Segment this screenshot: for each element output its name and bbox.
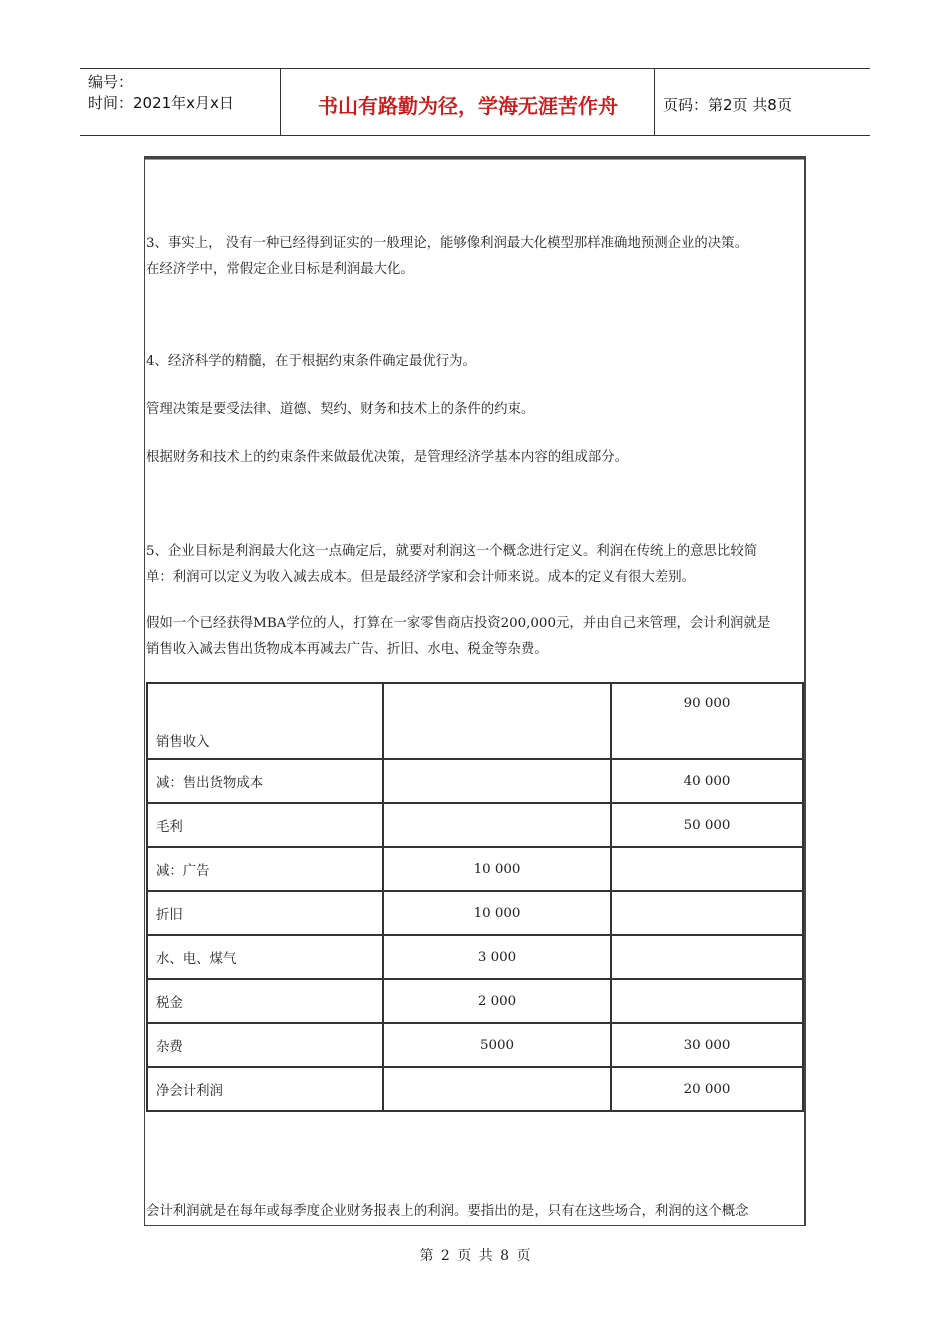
paragraph-4-line-2: 管理决策是要受法律、道德、契约、财务和技术上的条件的约束。 [146, 402, 535, 417]
row-total: 50 000 [612, 804, 802, 848]
row-item: 减：售出货物成本 [148, 760, 384, 804]
table-row [148, 1024, 802, 1068]
row-detail: 10 000 [384, 848, 612, 892]
row-item: 净会计利润 [148, 1068, 384, 1110]
page-footer: 第 2 页 共 8 页 [419, 1248, 531, 1264]
row-total [612, 936, 802, 980]
frame-left-border [144, 156, 145, 1226]
table-row [148, 1068, 802, 1110]
paragraph-7-line-1: 会计利润就是在每年或每季度企业财务报表上的利润。要指出的是，只有在这些场合，利润的这个概念 [146, 1204, 749, 1219]
row-detail: 5000 [384, 1024, 612, 1068]
row-detail [384, 760, 612, 804]
header-divider-left [280, 68, 281, 136]
accounting-profit-table [146, 682, 804, 1112]
row-detail [384, 684, 612, 760]
header-page-number: 页码：第2页 共8页 [663, 96, 792, 114]
table-row [148, 892, 802, 936]
row-total [612, 980, 802, 1024]
frame-right-border [804, 156, 806, 1226]
table-row [148, 760, 802, 804]
row-total [612, 892, 802, 936]
row-item: 减：广告 [148, 848, 384, 892]
paragraph-5-line-2: 单：利润可以定义为收入减去成本。但是最经济学家和会计师来说。成本的定义有很大差别。 [146, 570, 696, 585]
header-motto: 书山有路勤为径，学海无涯苦作舟 [318, 94, 618, 118]
row-item: 水、电、煤气 [148, 936, 384, 980]
header-meta [88, 72, 234, 114]
document-time-label: 时间：2021年x月x日 [88, 94, 234, 112]
row-detail: 3 000 [384, 936, 612, 980]
frame-top-border [144, 156, 806, 160]
row-total: 40 000 [612, 760, 802, 804]
row-item: 毛利 [148, 804, 384, 848]
table-row [148, 804, 802, 848]
paragraph-4-line-1: 4、经济科学的精髓，在于根据约束条件确定最优行为。 [146, 354, 476, 369]
row-total: 30 000 [612, 1024, 802, 1068]
table-row [148, 936, 802, 980]
row-detail: 2 000 [384, 980, 612, 1024]
table-row [148, 684, 802, 760]
row-total [612, 848, 802, 892]
header-bottom-rule [80, 135, 870, 136]
row-total: 20 000 [683, 1081, 731, 1097]
document-number-label: 编号： [88, 73, 134, 91]
row-total: 90 000 [612, 684, 802, 760]
row-detail [384, 1068, 612, 1110]
frame-bottom-border [144, 1225, 806, 1226]
paragraph-6-line-1: 假如一个已经获得MBA学位的人，打算在一家零售商店投资200,000元，并由自己来管理，会计利润就是 [146, 616, 771, 631]
table-row [148, 848, 802, 892]
row-item: 折旧 [148, 892, 384, 936]
table-row [148, 980, 802, 1024]
paragraph-3-line-2: 在经济学中，常假定企业目标是利润最大化。 [146, 262, 414, 277]
paragraph-5-line-1: 5、企业目标是利润最大化这一点确定后，就要对利润这一个概念进行定义。利润在传统上的意思比较简 [146, 544, 758, 559]
header-divider-right [654, 68, 655, 136]
row-detail [384, 804, 612, 848]
row-item: 销售收入 [148, 684, 384, 760]
row-detail: 10 000 [384, 892, 612, 936]
paragraph-6-line-2: 销售收入减去售出货物成本再减去广告、折旧、水电、税金等杂费。 [146, 642, 548, 657]
paragraph-3-line-1: 3、事实上， 没有一种已经得到证实的一般理论，能够像利润最大化模型那样准确地预测企业的决策。 [146, 236, 748, 251]
header-top-rule [80, 68, 870, 69]
row-item: 税金 [148, 980, 384, 1024]
row-item: 杂费 [148, 1024, 384, 1068]
paragraph-4-line-3: 根据财务和技术上的约束条件来做最优决策，是管理经济学基本内容的组成部分。 [146, 450, 629, 465]
